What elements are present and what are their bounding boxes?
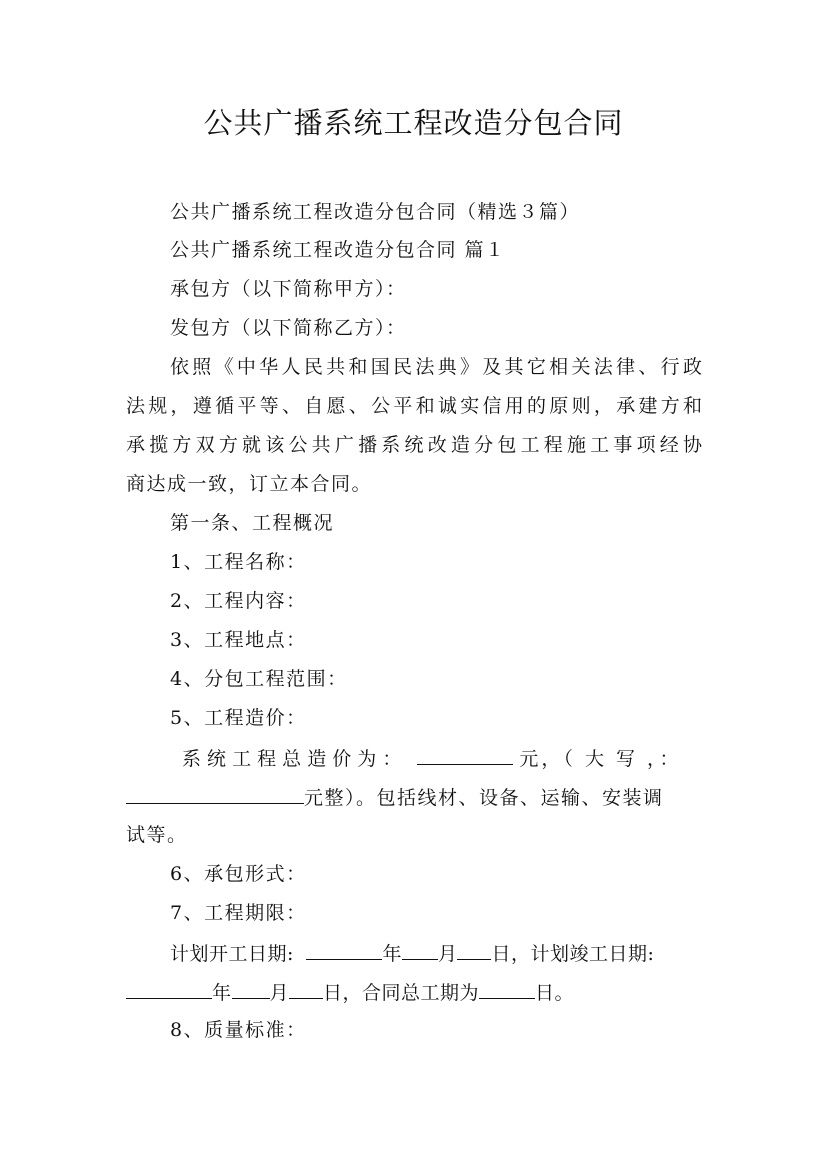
start-month-blank — [402, 939, 438, 960]
article-1-heading: 第一条、工程概况 — [170, 512, 335, 534]
day-label: 日。 — [535, 982, 575, 1004]
item-project-content: 2、工程内容： — [170, 590, 307, 612]
item-project-cost: 5、工程造价： — [170, 707, 307, 729]
paragraph-text: 承揽方双方就该公共广播系统改造分包工程施工事项经协 — [126, 434, 702, 456]
total-cost-line — [182, 744, 682, 772]
total-cost-line-2 — [126, 783, 664, 811]
month-label: 月 — [437, 943, 458, 965]
total-cost-line-3: 试等。 — [126, 824, 188, 846]
start-day-blank — [457, 939, 491, 960]
paragraph-1-line-1 — [170, 354, 702, 380]
item-project-period: 7、工程期限： — [170, 902, 307, 924]
planned-dates-line-2 — [126, 978, 574, 1006]
item-project-name: 1、工程名称： — [170, 551, 307, 573]
paragraph-text: 依照《中华人民共和国民法典》及其它相关法律、行政 — [170, 356, 702, 378]
day-and-completion-label: 日，计划竣工日期: — [491, 943, 655, 965]
total-cost-blank — [417, 744, 513, 765]
paragraph-text: 法规，遵循平等、自愿、公平和诚实信用的原则，承建方和 — [126, 395, 702, 417]
item-project-location: 3、工程地点： — [170, 629, 307, 651]
item-contract-form: 6、承包形式： — [170, 863, 307, 885]
planned-dates-line-1 — [170, 939, 654, 967]
end-year-blank — [126, 978, 212, 999]
total-duration-blank — [479, 978, 535, 999]
paragraph-1-line-4: 商达成一致，订立本合同。 — [126, 473, 373, 495]
item-subcontract-scope: 4、分包工程范围： — [170, 668, 348, 690]
paragraph-1-line-3 — [126, 432, 702, 458]
uppercase-amount-blank — [126, 783, 304, 804]
subtitle-line: 公共广播系统工程改造分包合同（精选３篇） — [170, 201, 581, 223]
month-label: 月 — [269, 982, 290, 1004]
start-year-blank — [306, 939, 382, 960]
end-month-blank — [232, 978, 270, 999]
contractor-line: 承包方（以下简称甲方）： — [170, 278, 407, 300]
total-cost-label: 系 统 工 程 总 造 价 为 ： — [182, 748, 402, 770]
start-date-label: 计划开工日期: — [170, 943, 294, 965]
item-quality-standard: 8、质量标准： — [170, 1019, 307, 1041]
section-heading: 公共广播系统工程改造分包合同 篇１ — [170, 239, 506, 261]
paragraph-1-line-2 — [126, 393, 702, 419]
year-label: 年 — [382, 943, 402, 965]
uppercase-label: 元，（ 大 写 ，： — [519, 748, 682, 770]
client-line: 发包方（以下简称乙方）： — [170, 317, 407, 339]
total-cost-scope-text: 元整）。包括线材、设备、运输、安装调 — [304, 787, 664, 809]
year-label: 年 — [212, 982, 232, 1004]
end-day-blank — [289, 978, 323, 999]
total-duration-label: 日，合同总工期为 — [323, 982, 480, 1004]
document-title: 公共广播系统工程改造分包合同 — [203, 106, 624, 140]
